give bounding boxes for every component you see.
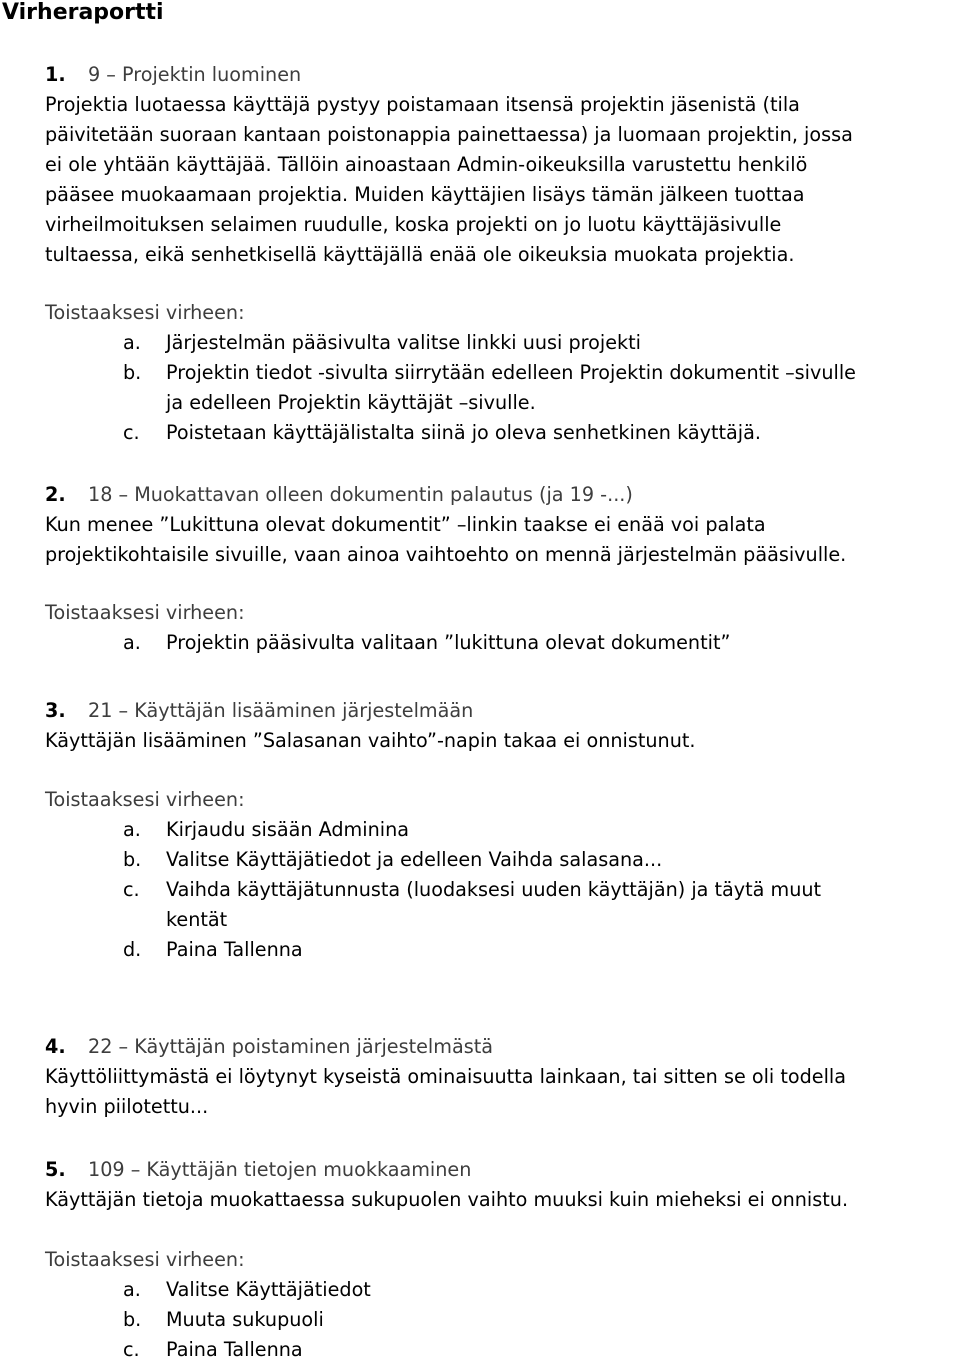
bug-description-line: virheilmoituksen selaimen ruudulle, koska projekti on jo luotu käyttäjäsivulle xyxy=(45,213,782,236)
step-letter: c. xyxy=(123,421,140,444)
step-text: Projektin tiedot -sivulta siirrytään edelleen Projektin dokumentit –sivulle xyxy=(166,361,856,384)
repro-label: Toistaaksesi virheen: xyxy=(45,301,245,324)
repro-section-1 xyxy=(45,298,957,448)
step-text: Poistetaan käyttäjälistalta siinä jo oleva senhetkinen käyttäjä. xyxy=(166,421,761,444)
step-letter: b. xyxy=(123,848,142,871)
bug-item-1 xyxy=(45,60,957,270)
bug-description-line: projektikohtaisile sivuille, vaan ainoa vaihtoehto on mennä järjestelmän pääsivulle. xyxy=(45,543,847,566)
repro-step xyxy=(123,358,957,388)
repro-step xyxy=(123,815,957,845)
bug-description-line: hyvin piilotettu... xyxy=(45,1095,209,1118)
bug-number: 2. xyxy=(45,483,66,506)
repro-step xyxy=(123,328,957,358)
step-text-continued: kentät xyxy=(166,908,228,931)
bug-number: 3. xyxy=(45,699,66,722)
bug-number: 4. xyxy=(45,1035,66,1058)
bug-description-line: päivitetään suoraan kantaan poistonappia painettaessa) ja luomaan projektin, jossa xyxy=(45,123,853,146)
bug-item-3 xyxy=(45,696,957,756)
step-text-continued: ja edelleen Projektin käyttäjät –sivulle. xyxy=(166,391,536,414)
document-title: Virheraportti xyxy=(2,0,164,25)
bug-heading xyxy=(45,696,957,726)
step-letter: a. xyxy=(123,331,141,354)
step-letter: b. xyxy=(123,1308,142,1331)
bug-description-line: Projektia luotaessa käyttäjä pystyy poistamaan itsensä projektin jäsenistä (tila xyxy=(45,93,800,116)
bug-description-line: pääsee muokaamaan projektia. Muiden käyttäjien lisäys tämän jälkeen tuottaa xyxy=(45,183,805,206)
repro-step xyxy=(123,1335,957,1365)
bug-description-line: Käyttäjän lisääminen ”Salasanan vaihto”-napin takaa ei onnistunut. xyxy=(45,729,696,752)
repro-steps xyxy=(123,628,957,658)
bug-number: 5. xyxy=(45,1158,66,1181)
bug-title: 22 – Käyttäjän poistaminen järjestelmästä xyxy=(88,1035,493,1058)
bug-item-4 xyxy=(45,1032,957,1122)
bug-title: 21 – Käyttäjän lisääminen järjestelmään xyxy=(88,699,474,722)
step-letter: c. xyxy=(123,878,140,901)
repro-step xyxy=(123,418,957,448)
step-text: Muuta sukupuoli xyxy=(166,1308,324,1331)
bug-title: 109 – Käyttäjän tietojen muokkaaminen xyxy=(88,1158,472,1181)
step-letter: a. xyxy=(123,631,141,654)
bug-heading xyxy=(45,60,957,90)
bug-description-line: Kun menee ”Lukittuna olevat dokumentit” –linkin taakse ei enää voi palata xyxy=(45,513,766,536)
step-text: Valitse Käyttäjätiedot xyxy=(166,1278,371,1301)
step-letter: d. xyxy=(123,938,142,961)
bug-heading xyxy=(45,1155,957,1185)
step-letter: a. xyxy=(123,1278,141,1301)
bug-item-2 xyxy=(45,480,957,570)
bug-description-line: Käyttöliittymästä ei löytynyt kyseistä ominaisuutta lainkaan, tai sitten se oli todella xyxy=(45,1065,847,1088)
repro-section-2 xyxy=(45,598,957,658)
repro-step xyxy=(123,875,957,905)
repro-step xyxy=(123,845,957,875)
repro-step xyxy=(123,628,957,658)
step-text: Paina Tallenna xyxy=(166,938,303,961)
repro-steps xyxy=(123,815,957,965)
repro-steps xyxy=(123,328,957,448)
bug-description-line: ei ole yhtään käyttäjää. Tällöin ainoastaan Admin-oikeuksilla varustettu henkilö xyxy=(45,153,808,176)
step-text: Paina Tallenna xyxy=(166,1338,303,1361)
step-text: Vaihda käyttäjätunnusta (luodaksesi uuden käyttäjän) ja täytä muut xyxy=(166,878,822,901)
repro-section-3 xyxy=(45,785,957,965)
step-text: Kirjaudu sisään Adminina xyxy=(166,818,409,841)
step-text: Järjestelmän pääsivulta valitse linkki uusi projekti xyxy=(166,331,641,354)
bug-title: 9 – Projektin luominen xyxy=(88,63,302,86)
step-text: Projektin pääsivulta valitaan ”lukittuna olevat dokumentit” xyxy=(166,631,731,654)
bug-description-line: Käyttäjän tietoja muokattaessa sukupuolen vaihto muuksi kuin mieheksi ei onnistu. xyxy=(45,1188,849,1211)
repro-label: Toistaaksesi virheen: xyxy=(45,601,245,624)
repro-label: Toistaaksesi virheen: xyxy=(45,1248,245,1271)
step-letter: c. xyxy=(123,1338,140,1361)
step-letter: b. xyxy=(123,361,142,384)
repro-steps xyxy=(123,1275,957,1365)
repro-step xyxy=(123,1275,957,1305)
repro-step xyxy=(123,1305,957,1335)
step-text: Valitse Käyttäjätiedot ja edelleen Vaihda salasana... xyxy=(166,848,663,871)
bug-item-5 xyxy=(45,1155,957,1215)
bug-description-line: tultaessa, eikä senhetkisellä käyttäjällä enää ole oikeuksia muokata projektia. xyxy=(45,243,795,266)
bug-number: 1. xyxy=(45,63,66,86)
repro-step xyxy=(123,935,957,965)
bug-heading xyxy=(45,480,957,510)
step-letter: a. xyxy=(123,818,141,841)
bug-heading xyxy=(45,1032,957,1062)
bug-title: 18 – Muokattavan olleen dokumentin palautus (ja 19 -...) xyxy=(88,483,633,506)
repro-label: Toistaaksesi virheen: xyxy=(45,788,245,811)
repro-section-5 xyxy=(45,1245,957,1365)
